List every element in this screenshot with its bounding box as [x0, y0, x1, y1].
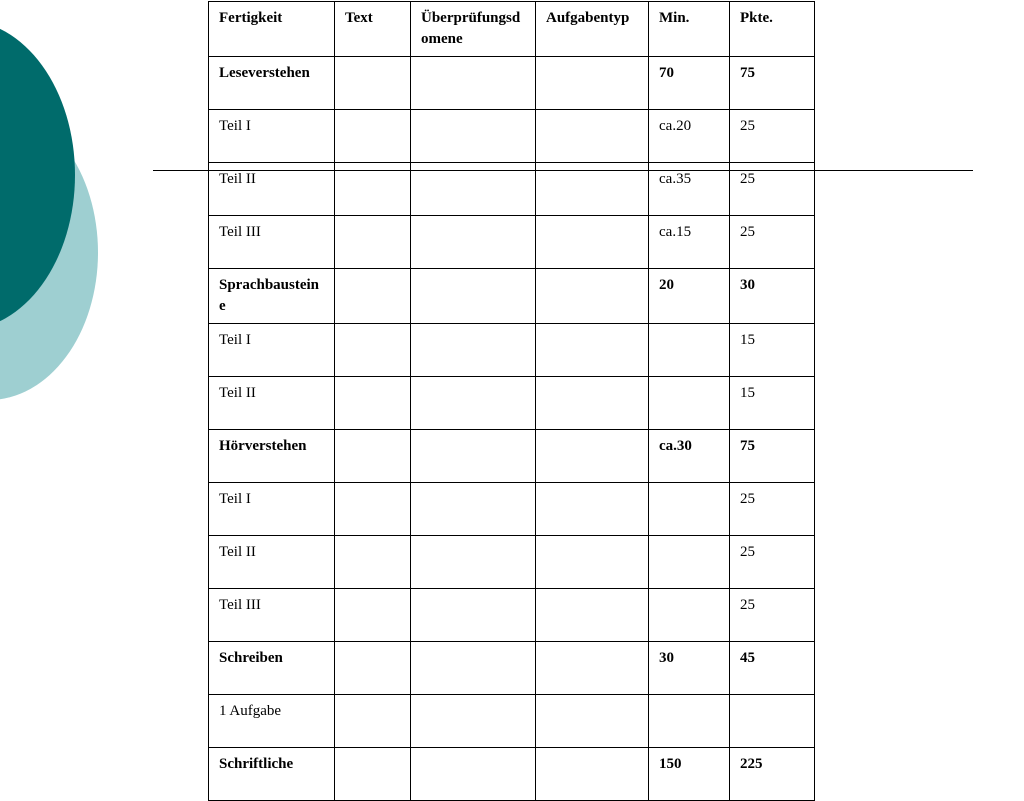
- table-row: [209, 324, 815, 377]
- cell-minuten: 150: [649, 748, 730, 801]
- horizontal-rule: [153, 170, 973, 171]
- table-header-row: [209, 2, 815, 57]
- cell-punkte: 15: [730, 377, 815, 430]
- cell-text: [335, 536, 411, 589]
- table-row: [209, 430, 815, 483]
- cell-punkte: 75: [730, 57, 815, 110]
- header-fertigkeit: Fertigkeit: [209, 2, 335, 57]
- cell-minuten: [649, 536, 730, 589]
- cell-text: [335, 216, 411, 269]
- cell-fertigkeit: Teil II: [209, 536, 335, 589]
- table-row: [209, 695, 815, 748]
- header-pruefungsdomene: Überprüfungsdomene: [411, 2, 536, 57]
- cell-fertigkeit: Teil II: [209, 377, 335, 430]
- cell-pruefungsdomene: [411, 695, 536, 748]
- cell-punkte: [730, 695, 815, 748]
- cell-pruefungsdomene: [411, 377, 536, 430]
- table-row: [209, 269, 815, 324]
- cell-punkte: 25: [730, 216, 815, 269]
- exam-structure-table: [208, 1, 815, 801]
- cell-punkte: 15: [730, 324, 815, 377]
- cell-minuten: 70: [649, 57, 730, 110]
- cell-fertigkeit: Teil III: [209, 216, 335, 269]
- cell-minuten: ca.30: [649, 430, 730, 483]
- cell-fertigkeit: Leseverstehen: [209, 57, 335, 110]
- cell-fertigkeit: Sprachbausteine: [209, 269, 335, 324]
- cell-aufgabentyp: [536, 57, 649, 110]
- header-text: Text: [335, 2, 411, 57]
- header-aufgabentyp: Aufgabentyp: [536, 2, 649, 57]
- cell-aufgabentyp: [536, 110, 649, 163]
- cell-minuten: [649, 483, 730, 536]
- cell-aufgabentyp: [536, 216, 649, 269]
- cell-fertigkeit: 1 Aufgabe: [209, 695, 335, 748]
- cell-pruefungsdomene: [411, 110, 536, 163]
- cell-aufgabentyp: [536, 589, 649, 642]
- cell-minuten: 20: [649, 269, 730, 324]
- cell-minuten: ca.20: [649, 110, 730, 163]
- cell-pruefungsdomene: [411, 269, 536, 324]
- cell-minuten: ca.15: [649, 216, 730, 269]
- table-row: [209, 216, 815, 269]
- table-row: [209, 642, 815, 695]
- cell-pruefungsdomene: [411, 589, 536, 642]
- cell-fertigkeit: Teil I: [209, 324, 335, 377]
- cell-punkte: 25: [730, 589, 815, 642]
- cell-aufgabentyp: [536, 269, 649, 324]
- cell-minuten: 30: [649, 642, 730, 695]
- cell-pruefungsdomene: [411, 430, 536, 483]
- cell-punkte: 25: [730, 483, 815, 536]
- cell-text: [335, 695, 411, 748]
- cell-aufgabentyp: [536, 430, 649, 483]
- cell-punkte: 75: [730, 430, 815, 483]
- header-punkte: Pkte.: [730, 2, 815, 57]
- cell-punkte: 225: [730, 748, 815, 801]
- cell-punkte: 25: [730, 163, 815, 216]
- table-row: [209, 57, 815, 110]
- cell-aufgabentyp: [536, 377, 649, 430]
- cell-fertigkeit: Teil I: [209, 483, 335, 536]
- cell-text: [335, 748, 411, 801]
- cell-punkte: 45: [730, 642, 815, 695]
- cell-fertigkeit: Hörverstehen: [209, 430, 335, 483]
- header-minuten: Min.: [649, 2, 730, 57]
- cell-aufgabentyp: [536, 536, 649, 589]
- cell-aufgabentyp: [536, 483, 649, 536]
- table-body: [209, 2, 815, 801]
- cell-text: [335, 110, 411, 163]
- cell-aufgabentyp: [536, 695, 649, 748]
- cell-pruefungsdomene: [411, 642, 536, 695]
- table-row: [209, 536, 815, 589]
- cell-text: [335, 589, 411, 642]
- cell-pruefungsdomene: [411, 748, 536, 801]
- cell-aufgabentyp: [536, 642, 649, 695]
- cell-fertigkeit: Teil I: [209, 110, 335, 163]
- cell-punkte: 25: [730, 110, 815, 163]
- cell-minuten: [649, 377, 730, 430]
- cell-pruefungsdomene: [411, 57, 536, 110]
- cell-text: [335, 324, 411, 377]
- cell-fertigkeit: Schreiben: [209, 642, 335, 695]
- cell-fertigkeit: Teil II: [209, 163, 335, 216]
- cell-punkte: 25: [730, 536, 815, 589]
- cell-aufgabentyp: [536, 324, 649, 377]
- cell-text: [335, 57, 411, 110]
- cell-text: [335, 377, 411, 430]
- cell-fertigkeit: Schriftliche: [209, 748, 335, 801]
- cell-text: [335, 269, 411, 324]
- cell-fertigkeit: Teil III: [209, 589, 335, 642]
- table-row: [209, 748, 815, 801]
- table-row: [209, 483, 815, 536]
- cell-text: [335, 430, 411, 483]
- cell-minuten: [649, 324, 730, 377]
- table-row: [209, 377, 815, 430]
- cell-pruefungsdomene: [411, 216, 536, 269]
- exam-structure-table-container: [208, 1, 815, 801]
- cell-pruefungsdomene: [411, 324, 536, 377]
- cell-minuten: ca.35: [649, 163, 730, 216]
- cell-punkte: 30: [730, 269, 815, 324]
- cell-aufgabentyp: [536, 748, 649, 801]
- cell-text: [335, 483, 411, 536]
- cell-pruefungsdomene: [411, 536, 536, 589]
- table-row: [209, 110, 815, 163]
- cell-minuten: [649, 589, 730, 642]
- cell-text: [335, 642, 411, 695]
- cell-pruefungsdomene: [411, 483, 536, 536]
- cell-minuten: [649, 695, 730, 748]
- table-row: [209, 589, 815, 642]
